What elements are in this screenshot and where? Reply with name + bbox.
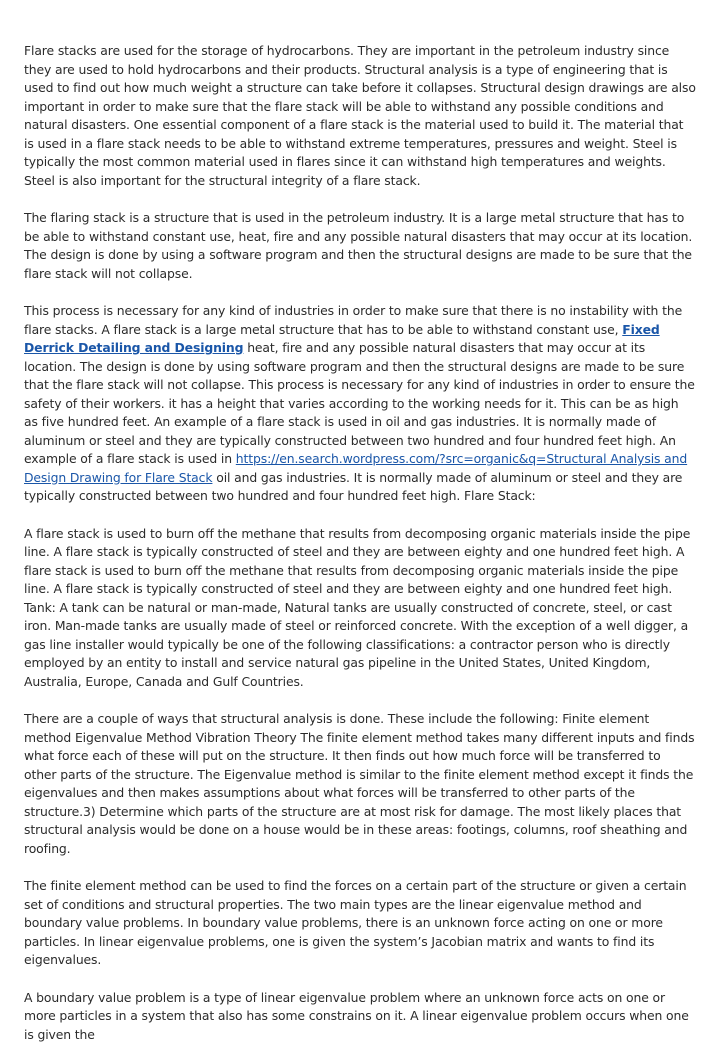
paragraph-3-text-3: oil and gas industries. It is normally made of aluminum or steel and they are typically constructed between two hundred and four hundred feet high. Flare Stack: — [24, 469, 683, 503]
paragraph-4: A flare stack is used to burn off the methane that results from decomposing organic materials inside the pipe line. A flare stack is typically constructed of steel and they are between eighty and one hundred feet high. A flare stack is used to burn off the methane that results from decomposing organic materials inside the pipe line. A flare stack is typically constructed of steel and they are between eighty and one hundred feet high. Tank: A tank can be natural or man-made, Natural tanks are usually constructed of concrete, steel, or cast iron. Man-made tanks are usually made of steel or reinforced concrete. With the exception of a well digger, a gas line installer would typically be one of the following classifications: a contractor person who is directly employed by an entity to install and service natural gas pipeline in the United States, United Kingdom, Australia, Europe, Canada and Gulf Countries. — [24, 525, 691, 689]
paragraph-5: There are a couple of ways that structural analysis is done. These include the following: Finite element method Eigenvalue Method Vibration Theory The finite element method takes many different inputs and finds what force each of these will put on the structure. It then finds out how much force will be transferred to other parts of the structure. The Eigenvalue method is similar to the finite element method except it finds the eigenvalues and then makes assumptions about what forces will be transferred to other parts of the structure.3) Determine which parts of the structure are at most risk for damage. The most likely places that structural analysis would be done on a house would be in these areas: footings, columns, roof sheathing and roofing. — [24, 711, 695, 856]
paragraph-3-text-1: This process is necessary for any kind of industries in order to make sure that there is no instability with the flare stacks. A flare stack is a large metal structure that has to be able to withstand constant use, — [24, 303, 683, 337]
paragraph-2: The flaring stack is a structure that is used in the petroleum industry. It is a large metal structure that has to be able to withstand constant use, heat, fire and any possible natural disasters that may occur at its location. The design is done by using a software program and then the structural designs are made to be sure that the flare stack will not collapse. — [24, 210, 693, 281]
paragraph-1: Flare stacks are used for the storage of hydrocarbons. They are important in the petroleum industry since they are used to hold hydrocarbons and their products. Structural analysis is a type of engineering that is used to find out how much weight a structure can take before it collapses. Structural design drawings are also important in order to make sure that the flare stack will be able to withstand any possible conditions and natural disasters. One essential component of a flare stack is the material used to build it. The material that is used in a flare stack needs to be able to withstand extreme temperatures, pressures and weight. Steel is typically the most common material used in flares since it can withstand high temperatures and weights. Steel is also important for the structural integrity of a flare stack. — [24, 43, 696, 188]
paragraph-3-text-2: heat, fire and any possible natural disasters that may occur at its location. The design is done by using software program and then the structural designs are made to be sure that the flare stack will not collapse. This process is necessary for any kind of industries in order to ensure the safety of their workers. it has a height that varies according to the working needs for it. This can be as high as five hundred feet. An example of a flare stack is used in oil and gas industries. It is normally made of aluminum or steel and they are typically constructed between two hundred and four hundred feet high. An example of a flare stack is used in — [24, 340, 695, 466]
paragraph-3 — [24, 302, 696, 506]
paragraph-7: A boundary value problem is a type of linear eigenvalue problem where an unknown force acts on one or more particles in a system that also has some constrains on it. A linear eigenvalue problem occurs when one is given the — [24, 989, 689, 1042]
document-body — [24, 42, 696, 1063]
search-url-link[interactable]: https://en.search.wordpress.com/?src=organic&q=Structural Analysis and Design Drawing for Flare Stack — [24, 451, 688, 485]
paragraph-6: The finite element method can be used to find the forces on a certain part of the structure or given a certain set of conditions and structural properties. The two main types are the linear eigenvalue method and boundary value problems. In boundary value problems, there is an unknown force acting on one or more particles. In linear eigenvalue problems, one is given the system’s Jacobian matrix and wants to find its eigenvalues. — [24, 878, 687, 967]
fixed-derrick-link[interactable]: Fixed Derrick Detailing and Designing — [24, 321, 660, 355]
